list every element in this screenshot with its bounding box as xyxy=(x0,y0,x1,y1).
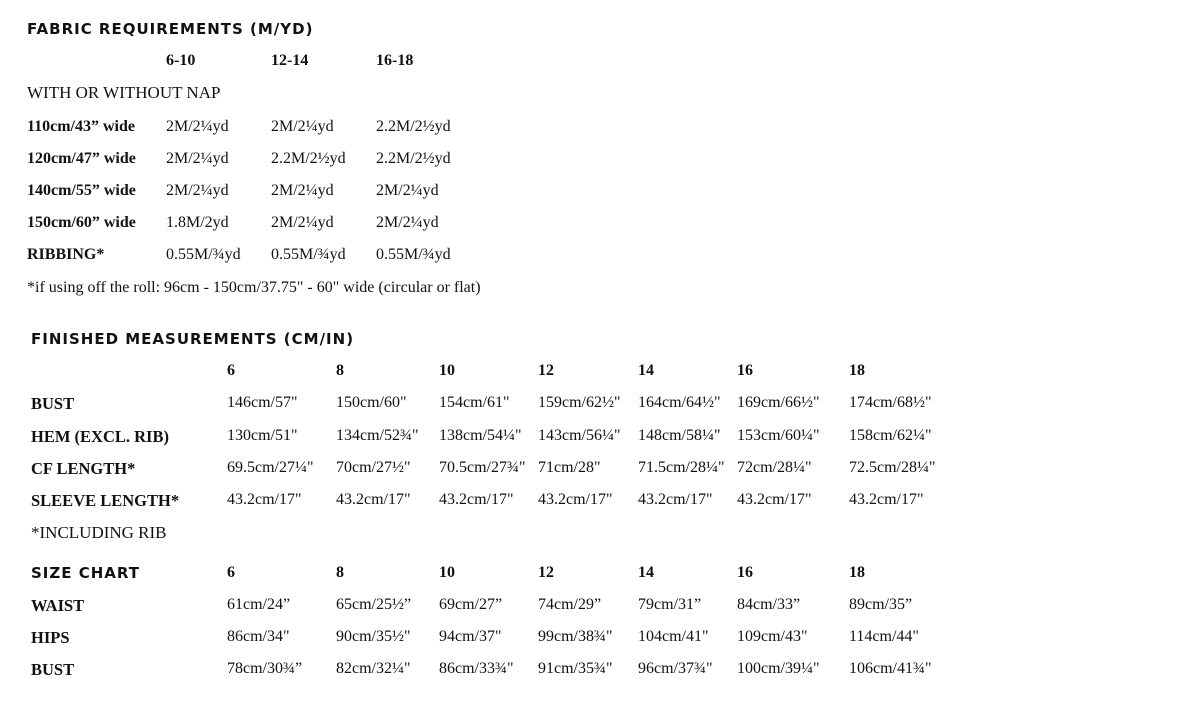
size-chart-cell: 94cm/37" xyxy=(439,628,502,645)
size-chart-cell: 69cm/27” xyxy=(439,596,503,613)
fabric-cell: 0.55M/¾yd xyxy=(166,246,241,263)
fabric-cell: 2M/2¼yd xyxy=(376,214,439,231)
size-chart-title: SIZE CHART xyxy=(31,564,141,582)
size-chart-cell: 79cm/31” xyxy=(638,596,702,613)
size-chart-row-label: HIPS xyxy=(31,628,70,647)
fabric-cell: 1.8M/2yd xyxy=(166,214,229,231)
fabric-cell: 2M/2¼yd xyxy=(166,150,229,167)
size-chart-row-label: WAIST xyxy=(31,596,85,615)
fabric-cell: 2M/2¼yd xyxy=(166,118,229,135)
size-chart-size-header: 8 xyxy=(336,564,344,581)
finished-cell: 138cm/54¼" xyxy=(439,427,522,444)
finished-cell: 69.5cm/27¼" xyxy=(227,459,314,476)
finished-cell: 146cm/57" xyxy=(227,394,298,411)
size-chart-cell: 86cm/34" xyxy=(227,628,290,645)
size-chart-cell: 100cm/39¼" xyxy=(737,660,820,677)
finished-size-header: 8 xyxy=(336,362,344,379)
finished-cell: 143cm/56¼" xyxy=(538,427,621,444)
finished-cell: 150cm/60" xyxy=(336,394,407,411)
size-chart-cell: 84cm/33” xyxy=(737,596,801,613)
size-chart-size-header: 14 xyxy=(638,564,654,581)
finished-cell: 130cm/51" xyxy=(227,427,298,444)
size-chart-size-header: 16 xyxy=(737,564,753,581)
fabric-cell: 0.55M/¾yd xyxy=(271,246,346,263)
size-chart-cell: 99cm/38¾" xyxy=(538,628,613,645)
finished-cell: 72.5cm/28¼" xyxy=(849,459,936,476)
fabric-cell: 2.2M/2½yd xyxy=(376,118,451,135)
size-chart-cell: 109cm/43" xyxy=(737,628,808,645)
size-chart-cell: 114cm/44" xyxy=(849,628,919,645)
finished-cell: 43.2cm/17" xyxy=(638,491,713,508)
size-chart-cell: 65cm/25½” xyxy=(336,596,412,613)
size-chart-cell: 90cm/35½" xyxy=(336,628,411,645)
fabric-row-label: 110cm/43” wide xyxy=(27,118,135,135)
fabric-row-label: 120cm/47” wide xyxy=(27,150,136,167)
fabric-row-label: 150cm/60” wide xyxy=(27,214,136,231)
fabric-row-label: RIBBING* xyxy=(27,246,105,263)
size-chart-cell: 96cm/37¾" xyxy=(638,660,713,677)
fabric-row-label: 140cm/55” wide xyxy=(27,182,136,199)
fabric-size-header: 16-18 xyxy=(376,52,414,69)
fabric-requirements-title: FABRIC REQUIREMENTS (M/YD) xyxy=(27,20,314,38)
finished-cell: 174cm/68½" xyxy=(849,394,932,411)
finished-cell: 43.2cm/17" xyxy=(538,491,613,508)
size-chart-size-header: 18 xyxy=(849,564,865,581)
fabric-size-header: 12-14 xyxy=(271,52,309,69)
finished-cell: 70cm/27½" xyxy=(336,459,411,476)
finished-cell: 70.5cm/27¾" xyxy=(439,459,526,476)
finished-cell: 43.2cm/17" xyxy=(737,491,812,508)
finished-cell: 71.5cm/28¼" xyxy=(638,459,725,476)
finished-cell: 43.2cm/17" xyxy=(439,491,514,508)
finished-row-label: CF LENGTH* xyxy=(31,459,136,478)
finished-cell: 153cm/60¼" xyxy=(737,427,820,444)
fabric-size-header: 6-10 xyxy=(166,52,196,69)
finished-measurements-title: FINISHED MEASUREMENTS (CM/IN) xyxy=(31,330,355,348)
fabric-cell: 2.2M/2½yd xyxy=(271,150,346,167)
finished-size-header: 12 xyxy=(538,362,554,379)
finished-cell: 43.2cm/17" xyxy=(227,491,302,508)
finished-cell: 43.2cm/17" xyxy=(849,491,924,508)
fabric-footnote: *if using off the roll: 96cm - 150cm/37.75" - 60" wide (circular or flat) xyxy=(27,279,481,296)
fabric-cell: 2M/2¼yd xyxy=(376,182,439,199)
finished-cell: 134cm/52¾" xyxy=(336,427,419,444)
finished-size-header: 16 xyxy=(737,362,753,379)
size-chart-cell: 89cm/35” xyxy=(849,596,913,613)
finished-row-label: SLEEVE LENGTH* xyxy=(31,491,180,510)
fabric-cell: 2M/2¼yd xyxy=(271,214,334,231)
size-chart-cell: 86cm/33¾" xyxy=(439,660,514,677)
size-chart-cell: 82cm/32¼" xyxy=(336,660,411,677)
size-chart-row-label: BUST xyxy=(31,660,75,679)
fabric-cell: 0.55M/¾yd xyxy=(376,246,451,263)
finished-cell: 159cm/62½" xyxy=(538,394,621,411)
fabric-cell: 2M/2¼yd xyxy=(271,182,334,199)
fabric-cell: 2.2M/2½yd xyxy=(376,150,451,167)
fabric-cell: 2M/2¼yd xyxy=(271,118,334,135)
size-chart-cell: 91cm/35¾" xyxy=(538,660,613,677)
size-chart-cell: 78cm/30¾” xyxy=(227,660,303,677)
fabric-nap-subheading: WITH OR WITHOUT NAP xyxy=(27,83,221,102)
finished-cell: 154cm/61" xyxy=(439,394,510,411)
finished-size-header: 6 xyxy=(227,362,235,379)
finished-cell: 158cm/62¼" xyxy=(849,427,932,444)
finished-row-label: HEM (EXCL. RIB) xyxy=(31,427,169,446)
size-chart-size-header: 10 xyxy=(439,564,455,581)
finished-row-label: BUST xyxy=(31,394,75,413)
finished-size-header: 14 xyxy=(638,362,654,379)
size-chart-size-header: 12 xyxy=(538,564,554,581)
finished-size-header: 10 xyxy=(439,362,455,379)
finished-cell: 169cm/66½" xyxy=(737,394,820,411)
finished-cell: 148cm/58¼" xyxy=(638,427,721,444)
size-chart-size-header: 6 xyxy=(227,564,235,581)
size-chart-cell: 106cm/41¾" xyxy=(849,660,932,677)
size-chart-cell: 104cm/41" xyxy=(638,628,709,645)
fabric-cell: 2M/2¼yd xyxy=(166,182,229,199)
finished-cell: 71cm/28" xyxy=(538,459,601,476)
size-chart-cell: 61cm/24” xyxy=(227,596,291,613)
finished-footnote: *INCLUDING RIB xyxy=(31,523,167,542)
size-chart-cell: 74cm/29” xyxy=(538,596,602,613)
finished-cell: 164cm/64½" xyxy=(638,394,721,411)
finished-cell: 72cm/28¼" xyxy=(737,459,812,476)
finished-cell: 43.2cm/17" xyxy=(336,491,411,508)
finished-size-header: 18 xyxy=(849,362,865,379)
